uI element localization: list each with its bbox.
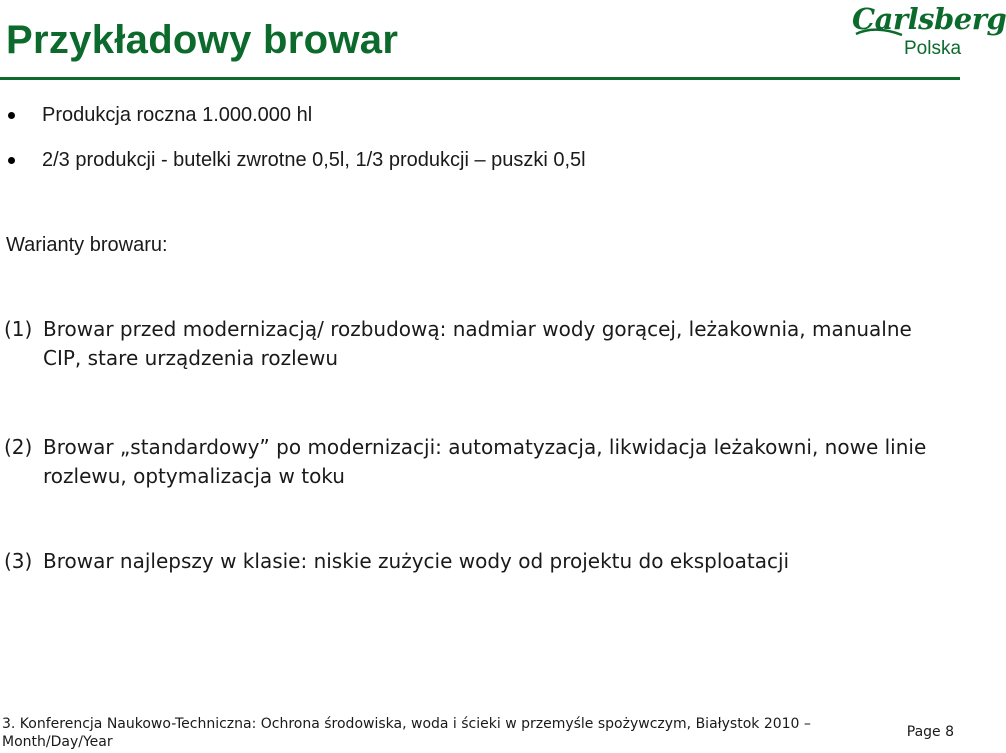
- page-number: Page 8: [906, 724, 954, 740]
- variant-text: Browar „standardowy” po modernizacji: automatyzacja, likwidacja leżakowni, nowe linie rozlewu, optymalizacja w toku: [43, 435, 927, 488]
- footer-conference: 3. Konferencja Naukowo-Techniczna: Ochrona środowiska, woda i ścieki w przemyśle spożywczym, Białystok 2010 –: [2, 716, 811, 732]
- bullet-text: 2/3 produkcji - butelki zwrotne 0,5l, 1/3 produkcji – puszki 0,5l: [42, 149, 586, 171]
- variant-number: (2): [4, 435, 33, 459]
- slide-title: Przykładowy browar: [6, 18, 399, 62]
- variant-item: [4, 547, 954, 576]
- variant-text: Browar przed modernizacją/ rozbudową: nadmiar wody gorącej, leżakownia, manualne CIP, stare urządzenia rozlewu: [43, 317, 912, 370]
- variant-number: (3): [4, 549, 33, 573]
- logo-swash-icon: [854, 26, 904, 40]
- variant-text: Browar najlepszy w klasie: niskie zużycie wody od projektu do eksploatacji: [43, 549, 790, 573]
- carlsberg-logo: [850, 2, 1006, 62]
- slide-footer: [2, 715, 811, 751]
- logo-brand-text: Carlsberg: [852, 2, 1006, 36]
- bullet-dot-icon: [8, 112, 15, 119]
- title-divider: [0, 77, 960, 80]
- bullet-text: Produkcja roczna 1.000.000 hl: [42, 104, 313, 126]
- logo-sub-text: Polska: [904, 38, 962, 59]
- variant-item: [4, 433, 954, 491]
- variants-heading: Warianty browaru:: [6, 234, 168, 256]
- bullet-dot-icon: [8, 157, 15, 164]
- variant-number: (1): [4, 317, 33, 341]
- footer-date: Month/Day/Year: [2, 734, 113, 750]
- variant-item: [4, 315, 954, 373]
